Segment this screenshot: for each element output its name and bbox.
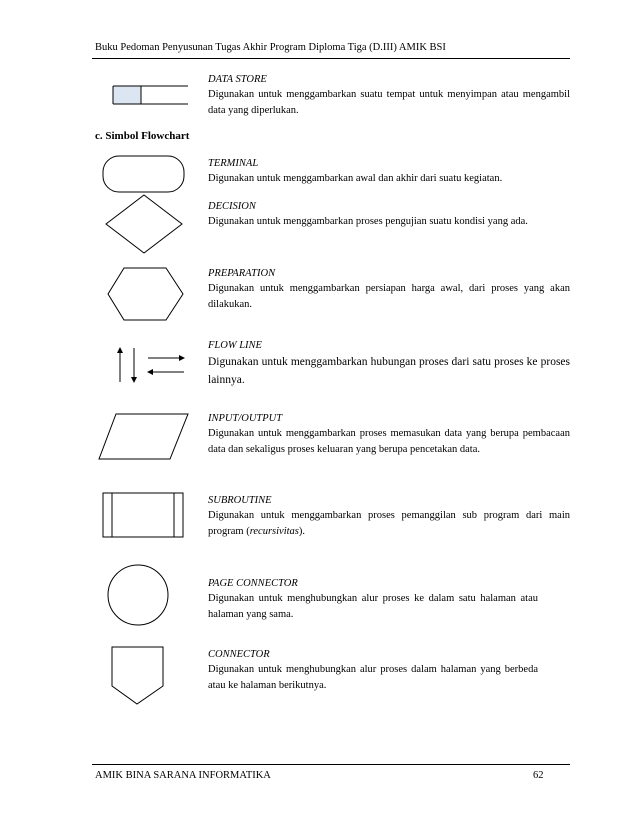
entry-title: DECISION [208,201,256,212]
flow-line-symbol [112,344,190,386]
entry-description: Digunakan untuk menggambarkan proses memasukan data yang berupa pembacaan data dan sekaligus proses keluaran yang berupa pencetakan data. [208,428,570,455]
entry-title: PAGE CONNECTOR [208,578,298,589]
entry-input-output [208,412,570,458]
description-text: Digunakan untuk menggambarkan proses pemanggilan sub program dari main program ( [208,510,570,537]
connector-symbol [110,646,166,706]
description-text: ). [298,526,306,537]
header-rule [92,58,570,59]
entry-description: Digunakan untuk menggambarkan awal dan akhir dari suatu kegiatan. [208,173,503,184]
preparation-symbol [106,267,186,323]
entry-description [208,508,570,540]
input-output-symbol [98,413,190,461]
running-header: Buku Pedoman Penyusunan Tugas Akhir Program Diploma Tiga (D.III) AMIK BSI [95,42,446,53]
entry-description: Digunakan untuk menggambarkan suatu tempat untuk menyimpan atau mengambil data yang diperlukan. [208,89,570,116]
entry-title: FLOW LINE [208,340,262,351]
entry-title: DATA STORE [208,74,267,85]
entry-title: TERMINAL [208,158,259,169]
entry-description: Digunakan untuk menggambarkan hubungan proses dari satu proses ke proses lainnya. [208,356,570,386]
data-store-symbol [110,84,190,106]
footer-rule [92,764,570,765]
entry-title: SUBROUTINE [208,495,272,506]
entry-data-store [208,73,570,119]
entry-decision [208,200,570,230]
description-emphasis: recursivitas [249,526,299,537]
entry-title: INPUT/OUTPUT [208,413,283,424]
footer-institution: AMIK BINA SARANA INFORMATIKA [95,770,271,781]
entry-title: CONNECTOR [208,649,270,660]
entry-description: Digunakan untuk menghubungkan alur proses dalam halaman yang berbeda atau ke halaman berikutnya. [208,664,538,691]
entry-title: PREPARATION [208,268,276,279]
page-number: 62 [533,770,544,781]
entry-page-connector [208,577,570,623]
entry-subroutine [208,494,570,540]
entry-description: Digunakan untuk menggambarkan persiapan harga awal, dari proses yang akan dilakukan. [208,283,570,310]
entry-description: Digunakan untuk menghubungkan alur proses ke dalam satu halaman atau halaman yang sama. [208,593,538,620]
entry-description: Digunakan untuk menggambarkan proses pengujian suatu kondisi yang ada. [208,216,528,227]
page-connector-symbol [106,564,172,628]
entry-connector [208,648,570,694]
section-title: c. Simbol Flowchart [95,130,190,142]
subroutine-symbol [102,492,186,540]
terminal-symbol [102,155,186,195]
entry-flow-line [208,339,570,389]
entry-terminal [208,157,570,187]
decision-symbol [104,194,184,256]
entry-preparation [208,267,570,313]
